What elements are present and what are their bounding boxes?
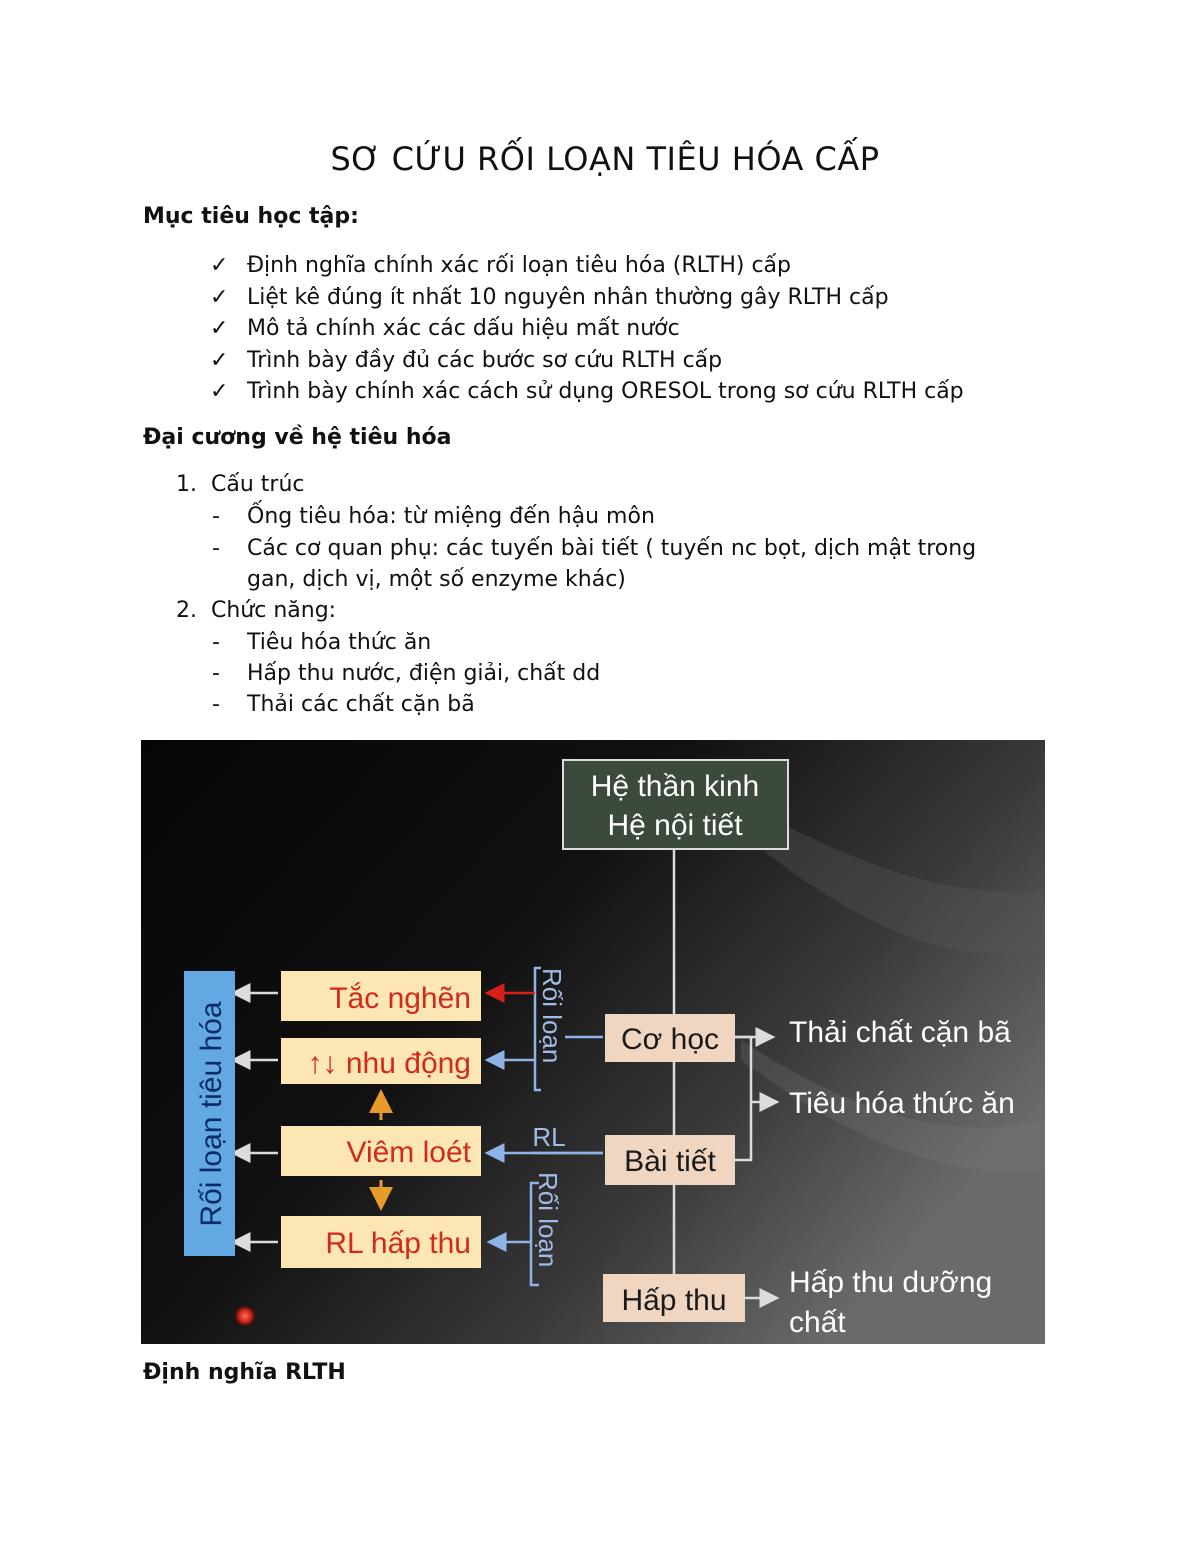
top-box-line1: Hệ thần kinh: [590, 770, 760, 803]
page-title: SƠ CỨU RỐI LOẠN TIÊU HÓA CẤP: [330, 140, 880, 178]
laser-pointer-dot: [233, 1304, 257, 1328]
top-box-line2: Hệ nội tiết: [607, 809, 743, 842]
bullet-dash: -: [212, 504, 220, 529]
output-digest: Tiêu hóa thức ăn: [789, 1087, 1015, 1120]
objective-item: ✓ Mô tả chính xác các dấu hiệu mất nước: [210, 313, 964, 345]
function-item-absorb: Hấp thu nước, điện giải, chất dd: [247, 661, 601, 686]
check-icon: ✓: [210, 379, 229, 405]
function-item-excrete: Thải các chất cặn bã: [247, 692, 475, 717]
structure-item-accessory-cont: gan, dịch vị, một số enzyme khác): [247, 567, 626, 592]
mechanical-text: Cơ học: [620, 1023, 720, 1056]
objectives-list: [210, 250, 964, 408]
output-nutrient-line2: chất: [789, 1306, 846, 1339]
digestive-disorder-diagram: [141, 740, 1045, 1344]
section-title-structure: Cấu trúc: [211, 472, 305, 497]
objective-item: ✓ Liệt kê đúng ít nhất 10 nguyên nhân thường gây RLTH cấp: [210, 282, 964, 314]
section-title-function: Chức năng:: [211, 598, 337, 623]
check-icon: ✓: [210, 316, 229, 342]
objective-item: ✓ Trình bày đầy đủ các bước sơ cứu RLTH cấp: [210, 345, 964, 377]
section-number: 2.: [176, 598, 197, 623]
structure-item-tract: Ống tiêu hóa: từ miệng đến hậu môn: [247, 504, 655, 529]
function-item-digest: Tiêu hóa thức ăn: [247, 630, 432, 655]
bracket-label-bottom: Rối loạn: [533, 1172, 563, 1268]
objectives-heading: Mục tiêu học tập:: [143, 204, 359, 229]
bullet-dash: -: [212, 630, 220, 655]
check-icon: ✓: [210, 347, 229, 373]
definition-heading: Định nghĩa RLTH: [143, 1360, 346, 1385]
rl-label: RL: [532, 1122, 566, 1152]
check-icon: ✓: [210, 253, 229, 278]
ulcer-text: Viêm loét: [346, 1136, 471, 1169]
output-waste: Thải chất cặn bã: [789, 1016, 1011, 1049]
output-nutrient-line1: Hấp thu dưỡng: [789, 1266, 993, 1299]
structure-item-accessory: Các cơ quan phụ: các tuyến bài tiết ( tuyến nc bọt, dịch mật trong: [247, 536, 977, 561]
motility-text: ↑↓ nhu động: [307, 1047, 471, 1080]
bracket-label-top: Rối loạn: [537, 968, 567, 1064]
check-icon: ✓: [210, 284, 229, 310]
vertical-label-text: Rối loạn tiêu hóa: [195, 1001, 228, 1227]
objective-item: ✓ Trình bày chính xác cách sử dụng ORESOL trong sơ cứu RLTH cấp: [210, 376, 964, 408]
absorption-text: Hấp thu: [621, 1284, 727, 1317]
obstruction-text: Tắc nghẽn: [329, 982, 471, 1015]
objective-item: ✓ Định nghĩa chính xác rối loạn tiêu hóa (RLTH) cấp: [210, 250, 964, 282]
bullet-dash: -: [212, 661, 220, 686]
bullet-dash: -: [212, 692, 220, 717]
overview-heading: Đại cương về hệ tiêu hóa: [143, 425, 452, 450]
section-number: 1.: [176, 472, 197, 497]
bullet-dash: -: [212, 536, 220, 561]
secretion-text: Bài tiết: [624, 1145, 716, 1178]
absorption-disorder-text: RL hấp thu: [325, 1227, 471, 1260]
